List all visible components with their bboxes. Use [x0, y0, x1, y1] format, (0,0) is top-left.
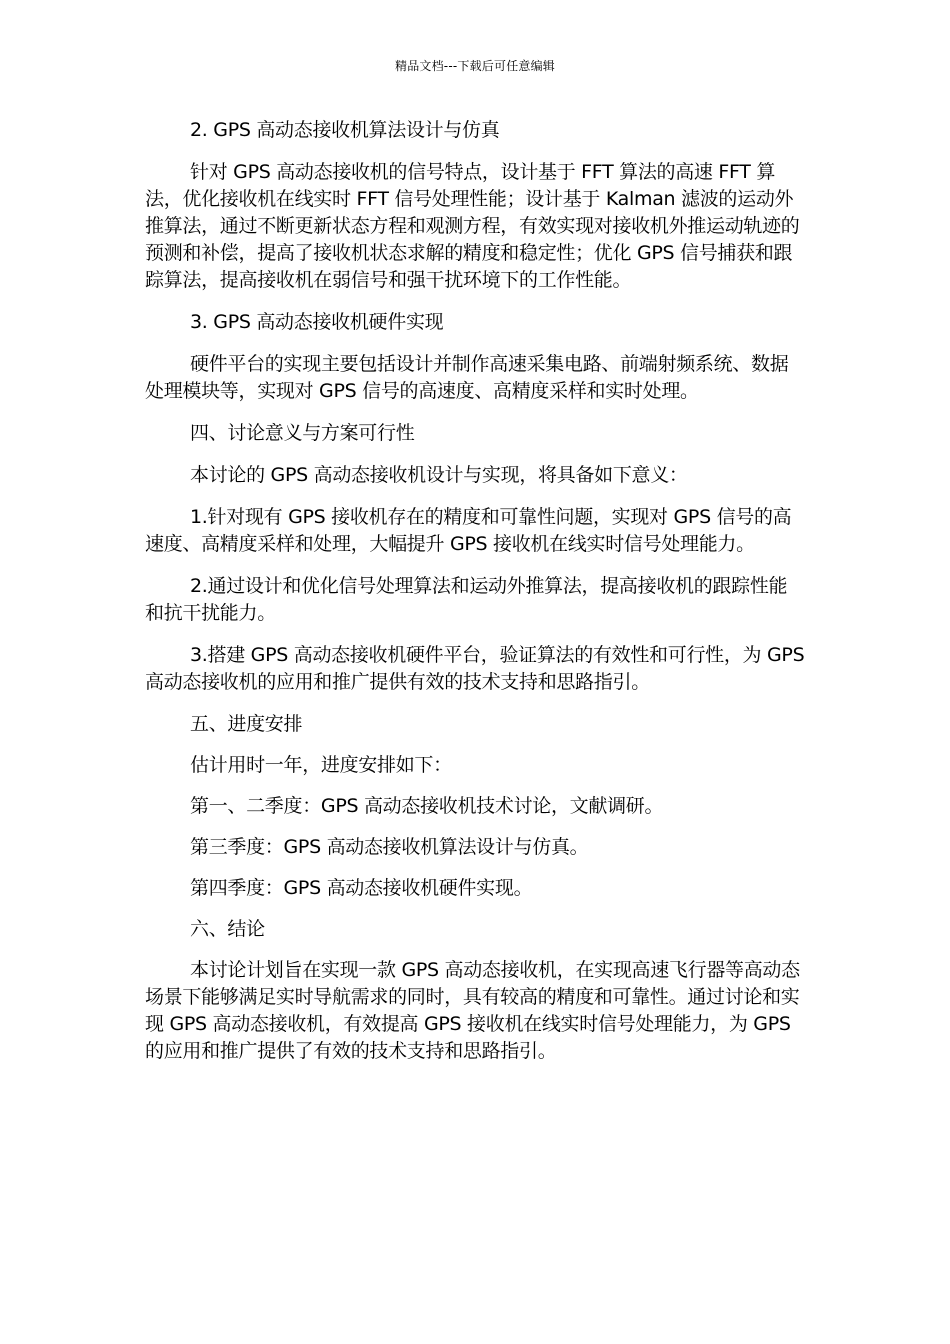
section-heading-significance: 四、讨论意义与方案可行性: [190, 422, 415, 444]
paragraph-schedule-intro: 估计用时一年，进度安排如下：: [190, 754, 452, 776]
document-body: [145, 117, 805, 1080]
section-heading-conclusion: 六、结论: [190, 918, 265, 940]
section-heading-schedule: 五、进度安排: [190, 713, 303, 735]
paragraph-conclusion-body: 本讨论计划旨在实现一款 GPS 高动态接收机，在实现高速飞行器等高动态场景下能够满足实时导航需求的同时，具有较高的精度和可靠性。通过讨论和实现 GPS 高动态接收机，有效提高 GPS 接收机在线实时信号处理能力，为 GPS 的应用和推广提供了有效的技术支持和思路指引。: [145, 959, 800, 1062]
paragraph-hardware-body: 硬件平台的实现主要包括设计并制作高速采集电路、前端射频系统、数据处理模块等，实现对 GPS 信号的高速度、高精度采样和实时处理。: [145, 353, 789, 402]
list-item-significance-3: 3.搭建 GPS 高动态接收机硬件平台，验证算法的有效性和可行性，为 GPS 高动态接收机的应用和推广提供有效的技术支持和思路指引。: [145, 644, 805, 693]
schedule-item-q4: 第四季度：GPS 高动态接收机硬件实现。: [190, 877, 533, 899]
list-item-significance-1: 1.针对现有 GPS 接收机存在的精度和可靠性问题，实现对 GPS 信号的高速度、高精度采样和处理，大幅提升 GPS 接收机在线实时信号处理能力。: [145, 506, 792, 555]
section-heading-hardware: 3. GPS 高动态接收机硬件实现: [190, 311, 444, 333]
schedule-item-q3: 第三季度：GPS 高动态接收机算法设计与仿真。: [190, 836, 589, 858]
list-item-significance-2: 2.通过设计和优化信号处理算法和运动外推算法，提高接收机的跟踪性能和抗干扰能力。: [145, 575, 788, 624]
section-heading-algorithm: 2. GPS 高动态接收机算法设计与仿真: [190, 119, 500, 141]
schedule-item-q1-q2: 第一、二季度：GPS 高动态接收机技术讨论，文献调研。: [190, 795, 664, 817]
paragraph-significance-intro: 本讨论的 GPS 高动态接收机设计与实现，将具备如下意义：: [190, 464, 688, 486]
paragraph-algorithm-body: 针对 GPS 高动态接收机的信号特点，设计基于 FFT 算法的高速 FFT 算法，优化接收机在线实时 FFT 信号处理性能；设计基于 Kalman 滤波的运动外推算法，通过不断更新状态方程和观测方程，有效实现对接收机外推运动轨迹的预测和补偿，提高了接收机状态求解的精度和稳定性；优化 GPS 信号捕获和跟踪算法，提高接收机在弱信号和强干扰环境下的工作性能。: [145, 161, 800, 291]
page-header: 精品文档---下载后可任意编辑: [395, 59, 555, 73]
